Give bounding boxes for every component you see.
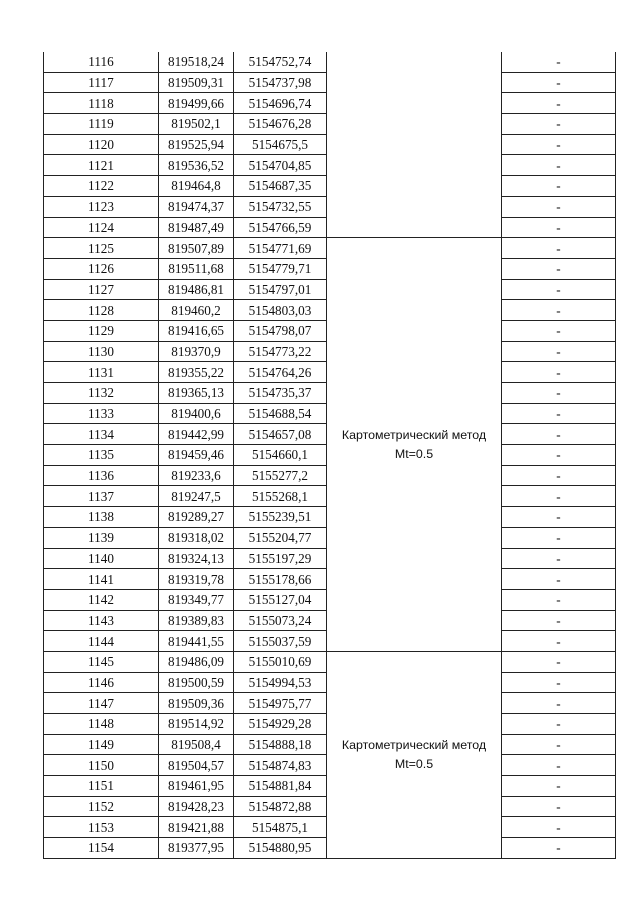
x-coordinate-cell: 819511,68 bbox=[159, 258, 234, 279]
method-note-line: Mt=0.5 bbox=[394, 446, 434, 461]
accuracy-cell: - bbox=[502, 217, 616, 238]
accuracy-cell: - bbox=[502, 52, 616, 72]
accuracy-cell: - bbox=[502, 610, 616, 631]
y-coordinate-cell: 5154881,84 bbox=[234, 776, 327, 797]
method-note-line: Картометрический метод bbox=[341, 427, 487, 442]
y-coordinate-cell: 5154675,5 bbox=[234, 134, 327, 155]
point-number-cell: 1119 bbox=[44, 114, 159, 135]
accuracy-cell: - bbox=[502, 383, 616, 404]
accuracy-cell: - bbox=[502, 114, 616, 135]
accuracy-cell: - bbox=[502, 631, 616, 652]
point-number-cell: 1132 bbox=[44, 383, 159, 404]
accuracy-cell: - bbox=[502, 93, 616, 114]
y-coordinate-cell: 5155037,59 bbox=[234, 631, 327, 652]
accuracy-cell: - bbox=[502, 714, 616, 735]
point-number-cell: 1121 bbox=[44, 155, 159, 176]
point-number-cell: 1145 bbox=[44, 651, 159, 672]
accuracy-cell: - bbox=[502, 155, 616, 176]
accuracy-cell: - bbox=[502, 589, 616, 610]
point-number-cell: 1118 bbox=[44, 93, 159, 114]
x-coordinate-cell: 819486,81 bbox=[159, 279, 234, 300]
accuracy-cell: - bbox=[502, 362, 616, 383]
accuracy-cell: - bbox=[502, 838, 616, 859]
x-coordinate-cell: 819318,02 bbox=[159, 527, 234, 548]
point-number-cell: 1152 bbox=[44, 796, 159, 817]
y-coordinate-cell: 5154888,18 bbox=[234, 734, 327, 755]
y-coordinate-cell: 5154766,59 bbox=[234, 217, 327, 238]
point-number-cell: 1129 bbox=[44, 320, 159, 341]
x-coordinate-cell: 819365,13 bbox=[159, 383, 234, 404]
y-coordinate-cell: 5154880,95 bbox=[234, 838, 327, 859]
point-number-cell: 1151 bbox=[44, 776, 159, 797]
y-coordinate-cell: 5154732,55 bbox=[234, 196, 327, 217]
y-coordinate-cell: 5154779,71 bbox=[234, 258, 327, 279]
point-number-cell: 1144 bbox=[44, 631, 159, 652]
y-coordinate-cell: 5154696,74 bbox=[234, 93, 327, 114]
accuracy-cell: - bbox=[502, 341, 616, 362]
y-coordinate-cell: 5155239,51 bbox=[234, 507, 327, 528]
y-coordinate-cell: 5155010,69 bbox=[234, 651, 327, 672]
y-coordinate-cell: 5155178,66 bbox=[234, 569, 327, 590]
accuracy-cell: - bbox=[502, 403, 616, 424]
y-coordinate-cell: 5155204,77 bbox=[234, 527, 327, 548]
y-coordinate-cell: 5154676,28 bbox=[234, 114, 327, 135]
coordinates-table-body bbox=[44, 52, 616, 858]
point-number-cell: 1150 bbox=[44, 755, 159, 776]
accuracy-cell: - bbox=[502, 300, 616, 321]
table-row bbox=[44, 651, 616, 672]
x-coordinate-cell: 819421,88 bbox=[159, 817, 234, 838]
x-coordinate-cell: 819233,6 bbox=[159, 465, 234, 486]
point-number-cell: 1149 bbox=[44, 734, 159, 755]
y-coordinate-cell: 5154737,98 bbox=[234, 72, 327, 93]
y-coordinate-cell: 5154875,1 bbox=[234, 817, 327, 838]
x-coordinate-cell: 819500,59 bbox=[159, 672, 234, 693]
x-coordinate-cell: 819289,27 bbox=[159, 507, 234, 528]
coordinates-table bbox=[43, 52, 616, 859]
point-number-cell: 1142 bbox=[44, 589, 159, 610]
point-number-cell: 1154 bbox=[44, 838, 159, 859]
point-number-cell: 1136 bbox=[44, 465, 159, 486]
point-number-cell: 1148 bbox=[44, 714, 159, 735]
x-coordinate-cell: 819319,78 bbox=[159, 569, 234, 590]
accuracy-cell: - bbox=[502, 507, 616, 528]
y-coordinate-cell: 5155197,29 bbox=[234, 548, 327, 569]
y-coordinate-cell: 5154688,54 bbox=[234, 403, 327, 424]
x-coordinate-cell: 819247,5 bbox=[159, 486, 234, 507]
accuracy-cell: - bbox=[502, 279, 616, 300]
x-coordinate-cell: 819355,22 bbox=[159, 362, 234, 383]
accuracy-cell: - bbox=[502, 817, 616, 838]
point-number-cell: 1135 bbox=[44, 445, 159, 466]
y-coordinate-cell: 5154735,37 bbox=[234, 383, 327, 404]
point-number-cell: 1127 bbox=[44, 279, 159, 300]
accuracy-cell: - bbox=[502, 734, 616, 755]
point-number-cell: 1146 bbox=[44, 672, 159, 693]
accuracy-cell: - bbox=[502, 196, 616, 217]
y-coordinate-cell: 5154771,69 bbox=[234, 238, 327, 259]
x-coordinate-cell: 819504,57 bbox=[159, 755, 234, 776]
x-coordinate-cell: 819460,2 bbox=[159, 300, 234, 321]
x-coordinate-cell: 819416,65 bbox=[159, 320, 234, 341]
point-number-cell: 1137 bbox=[44, 486, 159, 507]
table-row bbox=[44, 238, 616, 259]
method-note-cell bbox=[327, 52, 502, 238]
x-coordinate-cell: 819536,52 bbox=[159, 155, 234, 176]
method-note-line: Картометрический метод bbox=[341, 737, 487, 752]
x-coordinate-cell: 819509,31 bbox=[159, 72, 234, 93]
y-coordinate-cell: 5154773,22 bbox=[234, 341, 327, 362]
accuracy-cell: - bbox=[502, 651, 616, 672]
x-coordinate-cell: 819508,4 bbox=[159, 734, 234, 755]
table-row bbox=[44, 52, 616, 72]
accuracy-cell: - bbox=[502, 486, 616, 507]
point-number-cell: 1126 bbox=[44, 258, 159, 279]
x-coordinate-cell: 819389,83 bbox=[159, 610, 234, 631]
x-coordinate-cell: 819507,89 bbox=[159, 238, 234, 259]
point-number-cell: 1141 bbox=[44, 569, 159, 590]
x-coordinate-cell: 819499,66 bbox=[159, 93, 234, 114]
point-number-cell: 1147 bbox=[44, 693, 159, 714]
y-coordinate-cell: 5154764,26 bbox=[234, 362, 327, 383]
method-note-line: Mt=0.5 bbox=[394, 756, 434, 771]
x-coordinate-cell: 819441,55 bbox=[159, 631, 234, 652]
x-coordinate-cell: 819474,37 bbox=[159, 196, 234, 217]
x-coordinate-cell: 819428,23 bbox=[159, 796, 234, 817]
x-coordinate-cell: 819461,95 bbox=[159, 776, 234, 797]
x-coordinate-cell: 819370,9 bbox=[159, 341, 234, 362]
accuracy-cell: - bbox=[502, 72, 616, 93]
y-coordinate-cell: 5154874,83 bbox=[234, 755, 327, 776]
x-coordinate-cell: 819525,94 bbox=[159, 134, 234, 155]
accuracy-cell: - bbox=[502, 238, 616, 259]
y-coordinate-cell: 5154994,53 bbox=[234, 672, 327, 693]
y-coordinate-cell: 5154704,85 bbox=[234, 155, 327, 176]
x-coordinate-cell: 819377,95 bbox=[159, 838, 234, 859]
point-number-cell: 1138 bbox=[44, 507, 159, 528]
y-coordinate-cell: 5155073,24 bbox=[234, 610, 327, 631]
x-coordinate-cell: 819502,1 bbox=[159, 114, 234, 135]
x-coordinate-cell: 819509,36 bbox=[159, 693, 234, 714]
accuracy-cell: - bbox=[502, 424, 616, 445]
point-number-cell: 1133 bbox=[44, 403, 159, 424]
point-number-cell: 1122 bbox=[44, 176, 159, 197]
accuracy-cell: - bbox=[502, 320, 616, 341]
x-coordinate-cell: 819464,8 bbox=[159, 176, 234, 197]
accuracy-cell: - bbox=[502, 176, 616, 197]
method-note-cell bbox=[327, 651, 502, 858]
y-coordinate-cell: 5154803,03 bbox=[234, 300, 327, 321]
method-note-cell bbox=[327, 238, 502, 652]
point-number-cell: 1130 bbox=[44, 341, 159, 362]
accuracy-cell: - bbox=[502, 569, 616, 590]
y-coordinate-cell: 5154657,08 bbox=[234, 424, 327, 445]
y-coordinate-cell: 5155277,2 bbox=[234, 465, 327, 486]
point-number-cell: 1140 bbox=[44, 548, 159, 569]
x-coordinate-cell: 819486,09 bbox=[159, 651, 234, 672]
y-coordinate-cell: 5154687,35 bbox=[234, 176, 327, 197]
point-number-cell: 1124 bbox=[44, 217, 159, 238]
point-number-cell: 1120 bbox=[44, 134, 159, 155]
y-coordinate-cell: 5155127,04 bbox=[234, 589, 327, 610]
y-coordinate-cell: 5154872,88 bbox=[234, 796, 327, 817]
point-number-cell: 1117 bbox=[44, 72, 159, 93]
y-coordinate-cell: 5154752,74 bbox=[234, 52, 327, 72]
x-coordinate-cell: 819518,24 bbox=[159, 52, 234, 72]
point-number-cell: 1131 bbox=[44, 362, 159, 383]
point-number-cell: 1139 bbox=[44, 527, 159, 548]
x-coordinate-cell: 819459,46 bbox=[159, 445, 234, 466]
y-coordinate-cell: 5155268,1 bbox=[234, 486, 327, 507]
y-coordinate-cell: 5154797,01 bbox=[234, 279, 327, 300]
accuracy-cell: - bbox=[502, 445, 616, 466]
accuracy-cell: - bbox=[502, 548, 616, 569]
x-coordinate-cell: 819487,49 bbox=[159, 217, 234, 238]
x-coordinate-cell: 819349,77 bbox=[159, 589, 234, 610]
accuracy-cell: - bbox=[502, 134, 616, 155]
accuracy-cell: - bbox=[502, 796, 616, 817]
y-coordinate-cell: 5154975,77 bbox=[234, 693, 327, 714]
accuracy-cell: - bbox=[502, 672, 616, 693]
accuracy-cell: - bbox=[502, 693, 616, 714]
accuracy-cell: - bbox=[502, 465, 616, 486]
point-number-cell: 1128 bbox=[44, 300, 159, 321]
point-number-cell: 1125 bbox=[44, 238, 159, 259]
point-number-cell: 1143 bbox=[44, 610, 159, 631]
y-coordinate-cell: 5154660,1 bbox=[234, 445, 327, 466]
accuracy-cell: - bbox=[502, 776, 616, 797]
y-coordinate-cell: 5154929,28 bbox=[234, 714, 327, 735]
x-coordinate-cell: 819324,13 bbox=[159, 548, 234, 569]
point-number-cell: 1123 bbox=[44, 196, 159, 217]
accuracy-cell: - bbox=[502, 258, 616, 279]
accuracy-cell: - bbox=[502, 755, 616, 776]
x-coordinate-cell: 819400,6 bbox=[159, 403, 234, 424]
x-coordinate-cell: 819514,92 bbox=[159, 714, 234, 735]
accuracy-cell: - bbox=[502, 527, 616, 548]
y-coordinate-cell: 5154798,07 bbox=[234, 320, 327, 341]
point-number-cell: 1153 bbox=[44, 817, 159, 838]
point-number-cell: 1116 bbox=[44, 52, 159, 72]
x-coordinate-cell: 819442,99 bbox=[159, 424, 234, 445]
point-number-cell: 1134 bbox=[44, 424, 159, 445]
